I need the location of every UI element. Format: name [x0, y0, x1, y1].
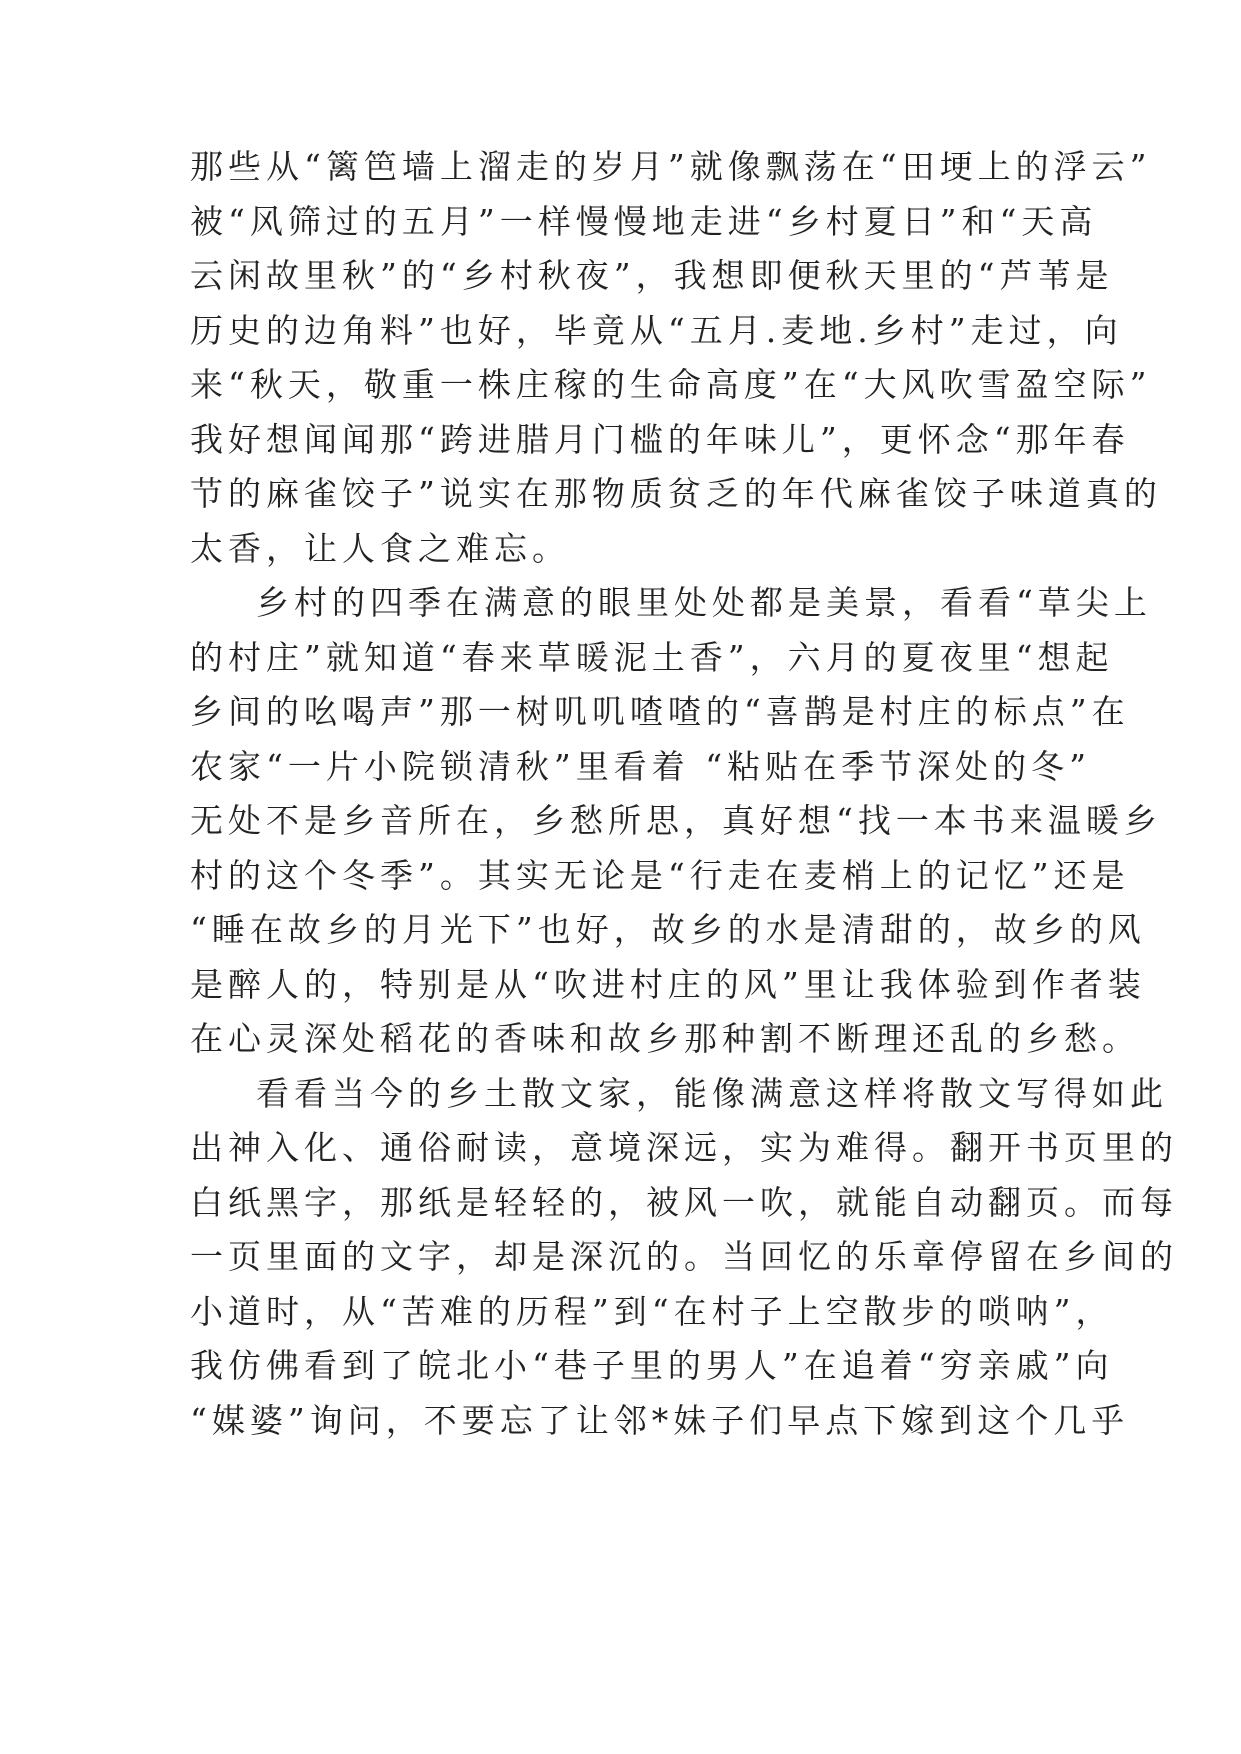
text-line: 是醉人的，特别是从“吹进村庄的风”里让我体验到作者装 [190, 964, 1146, 1004]
text-line: 在心灵深处稻花的香味和故乡那种割不断理还乱的乡愁。 [190, 1019, 1140, 1058]
text-line: 我仿佛看到了皖北小“巷子里的男人”在追着“穷亲戚”向 [190, 1346, 1114, 1385]
text-line: 历史的边角料”也好，毕竟从“五月.麦地.乡村”走过，向 [190, 310, 1123, 350]
text-line: 村的这个冬季”。其实无论是“行走在麦梢上的记忆”还是 [190, 855, 1130, 895]
text-line: 农家“一片小院锁清秋”里看着 “粘贴在季节深处的冬” [190, 746, 1091, 786]
text-line: 无处不是乡音所在，乡愁所思，真好想“找一本书来温暖乡 [190, 801, 1162, 840]
text-line: “睡在故乡的月光下”也好，故乡的水是清甜的，故乡的风 [190, 910, 1146, 949]
text-line: 被“风筛过的五月”一样慢慢地走进“乡村夏日”和“天高 [190, 201, 1098, 241]
text-line: 出神入化、通俗耐读，意境深远，实为难得。翻开书页里的 [190, 1128, 1178, 1167]
text-line: 乡间的吆喝声”那一树叽叽喳喳的“喜鹊是村庄的标点”在 [190, 692, 1130, 731]
text-line: 云闲故里秋”的“乡村秋夜”，我想即便秋天里的“芦苇是 [190, 256, 1114, 295]
paragraph-start-line: 乡村的四季在满意的眼里处处都是美景，看看“草尖上 [256, 583, 1152, 622]
text-line: 来“秋天，敬重一株庄稼的生命高度”在“大风吹雪盈空际” [190, 365, 1152, 404]
text-line: 那些从“篱笆墙上溜走的岁月”就像飘荡在“田埂上的浮云” [190, 147, 1152, 186]
paragraph-start-line: 看看当今的乡土散文家，能像满意这样将散文写得如此 [256, 1073, 1168, 1113]
text-line: 我好想闻闻那“跨进腊月门槛的年味儿”，更怀念“那年春 [190, 419, 1130, 459]
document-body [190, 140, 1178, 1448]
text-line: 的村庄”就知道“春来草暖泥土香”，六月的夏夜里“想起 [190, 637, 1114, 677]
text-line: “媒婆”询问，不要忘了让邻*妹子们早点下嫁到这个几乎 [190, 1400, 1130, 1440]
text-line: 节的麻雀饺子”说实在那物质贫乏的年代麻雀饺子味道真的 [190, 474, 1162, 513]
text-line: 小道时，从“苦难的历程”到“在村子上空散步的唢呐”， [190, 1291, 1114, 1331]
text-line: 一页里面的文字，却是深沉的。当回忆的乐章停留在乡间的 [190, 1237, 1178, 1276]
text-line: 太香，让人食之难忘。 [190, 528, 570, 568]
text-line: 白纸黑字，那纸是轻轻的，被风一吹，就能自动翻页。而每 [190, 1182, 1178, 1222]
